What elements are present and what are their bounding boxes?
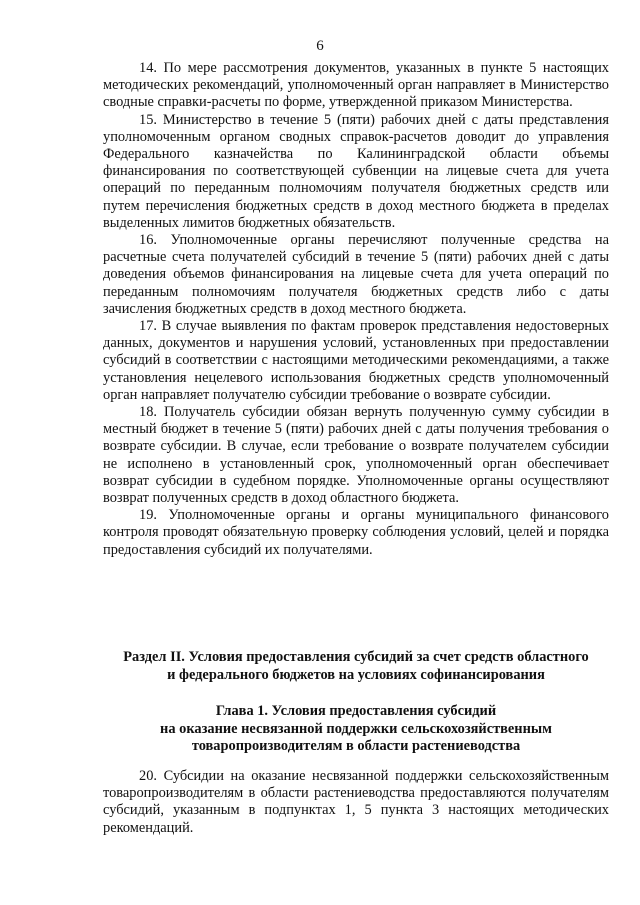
chapter-heading-line: Глава 1. Условия предоставления субсидий [215, 703, 497, 719]
section-heading-line: Раздел II. Условия предоставления субсидий за счет средств областного [123, 649, 589, 665]
paragraph-14: 14. По мере рассмотрения документов, указанных в пункте 5 настоящих методических рекомендаций, уполномоченный орган направляет в Министерство сводные справки-расчеты по форме, утвержденной приказом Министерства. [103, 60, 609, 111]
section-heading [103, 649, 609, 684]
chapter-heading-line: на оказание несвязанной поддержки сельскохозяйственным [160, 720, 552, 737]
paragraph-16: 16. Уполномоченные органы перечисляют полученные средства на расчетные счета получателей субсидий в течение 5 (пяти) рабочих дней с даты доведения объемов финансирования на лицевые счета для учета операций по переданным полномочиям получателя бюджетных средств либо с даты зачисления бюджетных средств в доход местного бюджета. [103, 232, 609, 317]
body-text [103, 60, 609, 559]
chapter-heading [103, 703, 609, 756]
chapter-heading-line: товаропроизводителям в области растениеводства [191, 738, 521, 754]
section-heading-line: и федерального бюджетов на условиях софинансирования [167, 666, 545, 683]
paragraph-18: 18. Получатель субсидии обязан вернуть полученную сумму субсидии в местный бюджет в течение 5 (пяти) рабочих дней с даты получения требования о возврате субсидии. В случае, если требование о возврате получателем субсидии не исполнено в установленный срок, уполномоченный орган обеспечивает возврат субсидии в судебном порядке. Уполномоченные органы осуществляют возврат полученных средств в доход областного бюджета. [103, 404, 609, 507]
paragraph-15: 15. Министерство в течение 5 (пяти) рабочих дней с даты представления уполномоченным органом сводных справок-расчетов доводит до управления Федерального казначейства по Калининградской области объемы финансирования по соответствующей субвенции на лицевые счета для учета операций по переданным полномочиям получателя бюджетных средств или путем перечисления бюджетных средств в доход местного бюджета в пределах выделенных лимитов бюджетных обязательств. [103, 111, 609, 231]
paragraph-20: 20. Субсидии на оказание несвязанной поддержки сельскохозяйственным товаропроизводителям в области растениеводства предоставляются получателям субсидий, указанным в подпунктах 1, 5 пункта 3 настоящих методических рекомендаций. [103, 768, 609, 836]
paragraph-17: 17. В случае выявления по фактам проверок представления недостоверных данных, документов и нарушения условий, установленных при предоставлении субсидий в соответствии с настоящими методическими рекомендациями, а также установления нецелевого использования бюджетных средств уполномоченный орган направляет получателю субсидии требование о возврате субсидии. [103, 318, 609, 403]
page-number: 6 [316, 38, 324, 54]
paragraph-19: 19. Уполномоченные органы и органы муниципального финансового контроля проводят обязательную проверку соблюдения условий, целей и порядка предоставления субсидий их получателями. [103, 507, 609, 558]
